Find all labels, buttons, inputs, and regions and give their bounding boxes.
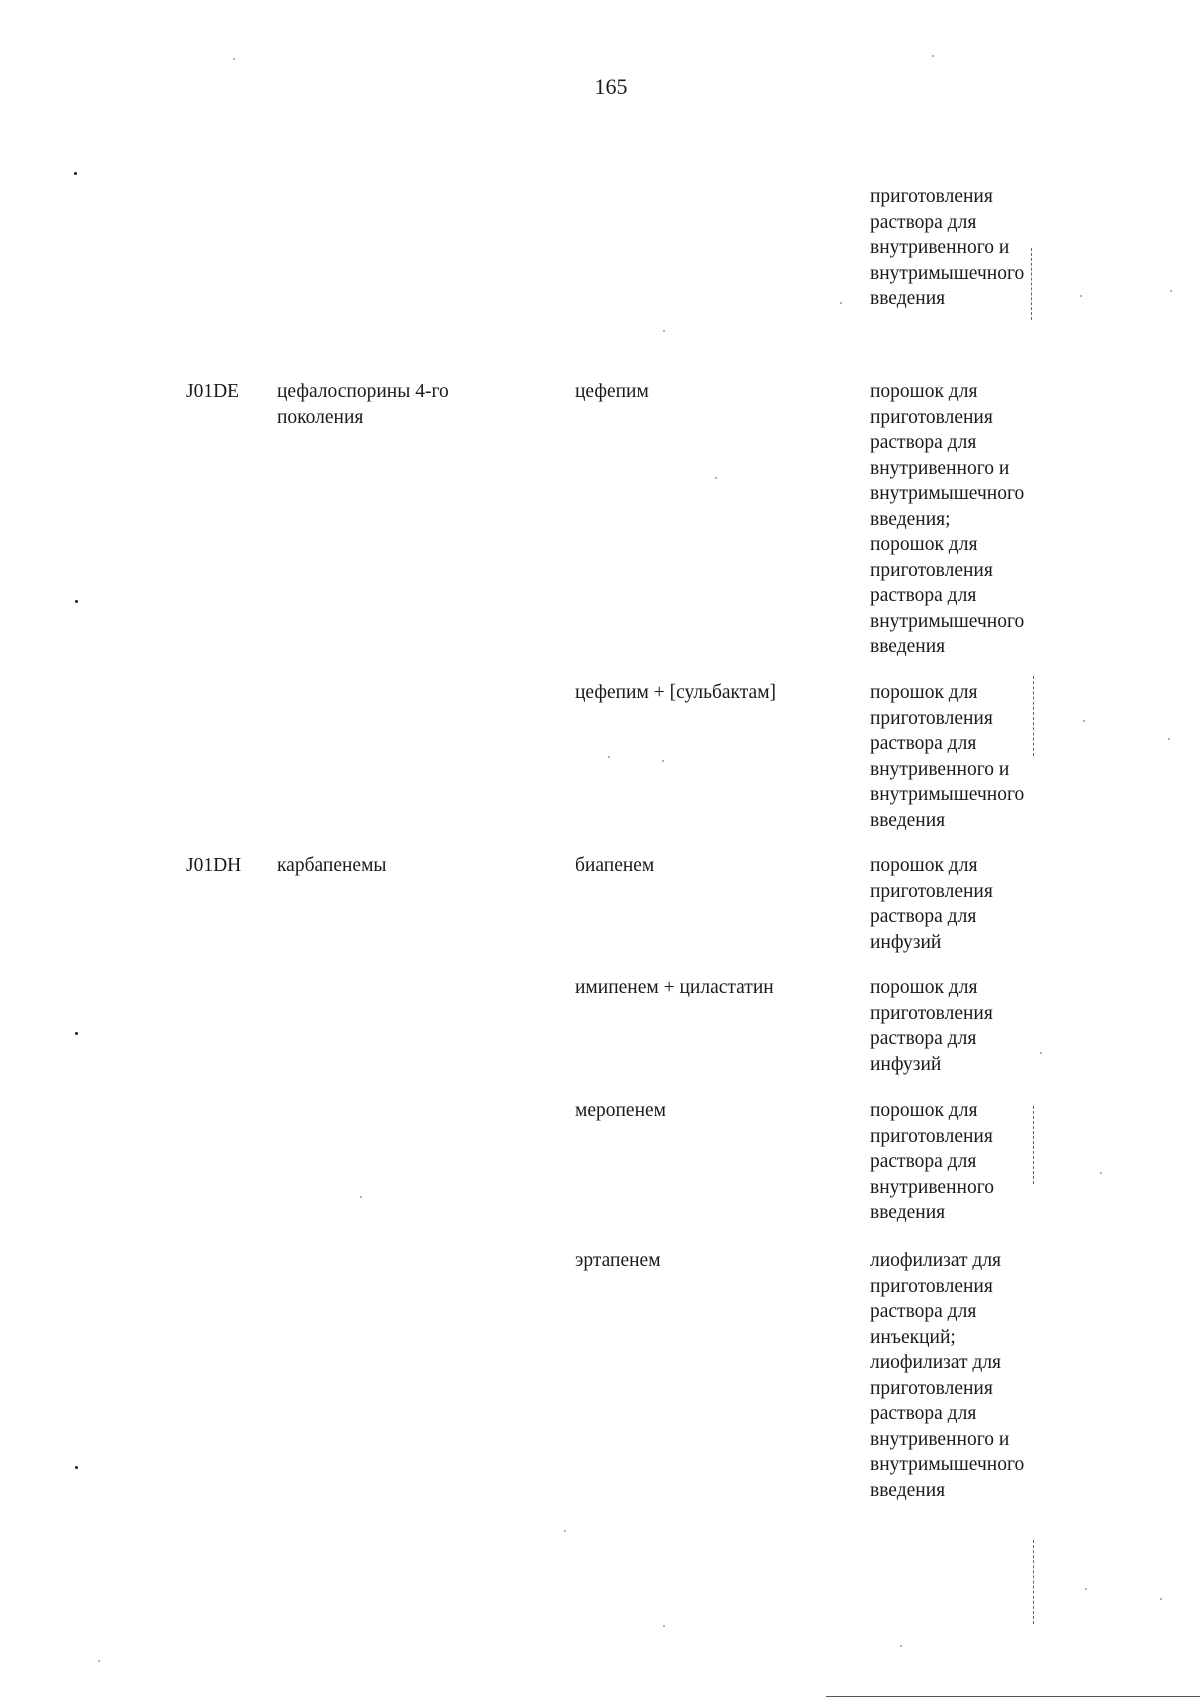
scan-bottom-edge: [826, 1696, 1200, 1697]
scan-dust: [233, 58, 235, 60]
scan-dust: [663, 330, 665, 332]
scan-dust: [1170, 290, 1172, 292]
dosage-form-meropenem: порошок для приготовления раствора для внутривенного введения: [870, 1100, 994, 1223]
scan-dust: [1168, 738, 1170, 740]
dosage-form-imipenem-cilastatin: порошок для приготовления раствора для инфузий: [870, 977, 993, 1075]
drug-name-cefepime-sulbactam: цефепим + [сульбактам]: [575, 682, 777, 703]
drug-name-biapenem: биапенем: [575, 855, 655, 876]
scan-dust: [1160, 1598, 1162, 1600]
atc-group-cephalosporins-4th: цефалоспорины 4-го поколения: [277, 381, 449, 428]
drug-name-imipenem-cilastatin: имипенем + циластатин: [575, 977, 774, 998]
scan-dust: [608, 756, 610, 758]
dosage-form-biapenem: порошок для приготовления раствора для инфузий: [870, 855, 993, 953]
atc-code-j01dh: J01DH: [186, 855, 242, 876]
scan-margin-mark: [1031, 248, 1032, 320]
scan-margin-mark: [1033, 1106, 1034, 1184]
scan-dust: [663, 1625, 665, 1627]
drug-name-meropenem: меропенем: [575, 1100, 667, 1121]
scan-dust: [932, 55, 934, 57]
scan-dust: [1100, 1172, 1102, 1174]
page-number: 165: [594, 74, 628, 99]
scan-margin-mark: [1033, 1540, 1034, 1624]
scan-speck: [74, 172, 77, 175]
scan-dust: [1040, 1052, 1042, 1054]
scan-speck: [75, 600, 78, 603]
scan-speck: [75, 1032, 78, 1035]
dosage-form-cefepime-sulbactam: порошок для приготовления раствора для внутривенного и внутримышечного введения: [870, 682, 1025, 831]
scan-dust: [900, 1645, 902, 1647]
scan-dust: [715, 477, 717, 479]
atc-code-j01de: J01DE: [186, 381, 240, 402]
drug-name-cefepime: цефепим: [575, 381, 649, 402]
scan-dust: [1080, 295, 1082, 297]
scan-dust: [1083, 720, 1085, 722]
dosage-form-ertapenem: лиофилизат для приготовления раствора для инъекций; лиофилизат для приготовления раствора для внутривенного и внутримышечного введения: [870, 1250, 1025, 1501]
scan-dust: [1085, 1588, 1087, 1590]
scan-dust: [564, 1530, 566, 1532]
atc-group-carbapenems: карбапенемы: [277, 855, 387, 876]
dosage-form-cefepime: порошок для приготовления раствора для внутривенного и внутримышечного введения; порошок для приготовления раствора для внутримышечного введения: [870, 381, 1025, 657]
dosage-form-continuation: приготовления раствора для внутривенного и внутримышечного введения: [870, 186, 1025, 309]
scan-dust: [98, 1660, 100, 1662]
scan-speck: [75, 1466, 78, 1469]
scan-dust: [662, 760, 664, 762]
drug-name-ertapenem: эртапенем: [575, 1250, 661, 1271]
scan-dust: [360, 1196, 362, 1198]
scan-dust: [840, 302, 842, 304]
scan-margin-mark: [1033, 676, 1034, 756]
